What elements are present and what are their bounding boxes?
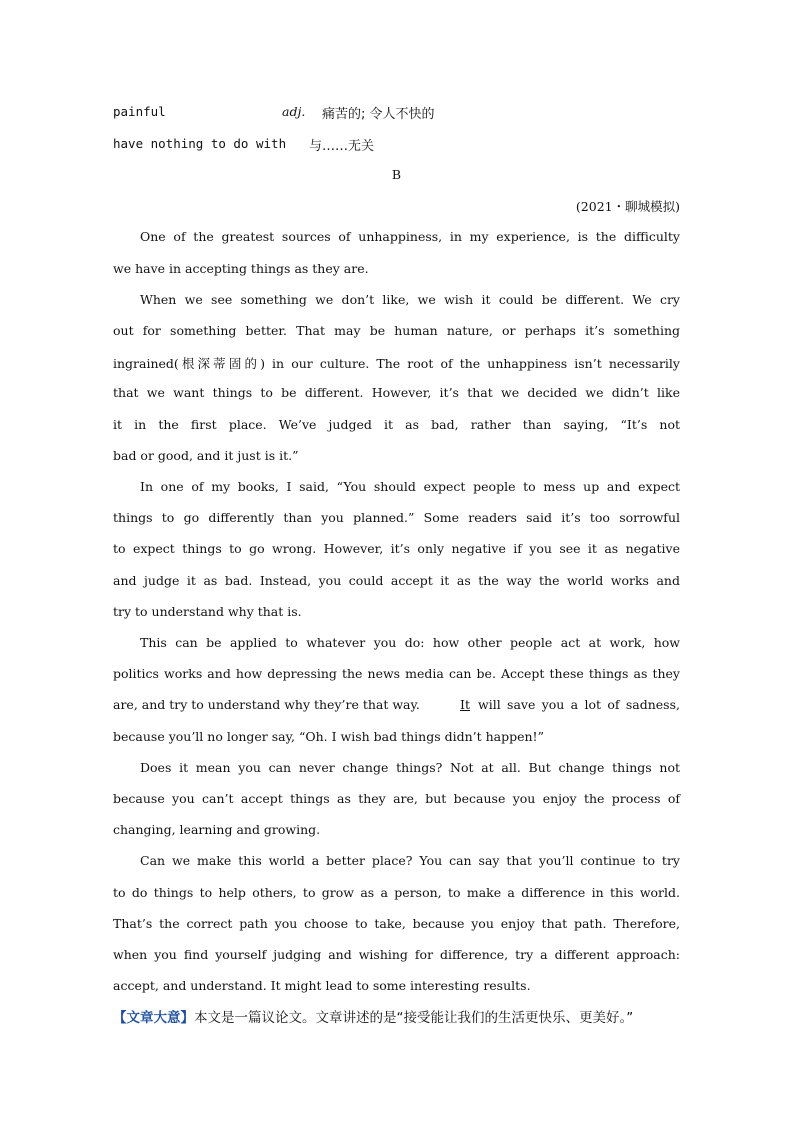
vocab-definition: 痛苦的; 令人不快的: [322, 107, 435, 122]
passage-line: because you can’t accept things as they are, but because you enjoy the process of: [113, 791, 680, 806]
passage-line: we have in accepting things as they are.: [113, 261, 369, 276]
passage-line: bad or good, and it just is it.”: [113, 448, 299, 463]
passage-line: because you’ll no longer say, “Oh. I wish bad things didn’t happen!”: [113, 729, 544, 744]
vocab-part-of-speech: adj.: [282, 104, 306, 119]
article-summary: [113, 1006, 633, 1026]
passage-line: things to go differently than you planned.” Some readers said it’s too sorrowful: [113, 510, 680, 525]
passage-line: In one of my books, I said, “You should expect people to mess up and expect: [140, 479, 680, 494]
passage-line: that we want things to be different. However, it’s that we decided we didn’t like: [113, 385, 680, 400]
summary-tag: 【文章大意】: [113, 1010, 194, 1026]
passage-line: politics works and how depressing the news media can be. Accept these things as they: [113, 666, 680, 681]
passage-line: to do things to help others, to grow as a person, to make a difference in this world.: [113, 885, 680, 900]
passage-line: ingrained(根深蒂固的) in our culture. The root of the unhappiness isn’t necessarily: [113, 356, 680, 371]
summary-text: 本文是一篇议论文。文章讲述的是“接受能让我们的生活更快乐、更美好。”: [194, 1010, 634, 1026]
passage-line: One of the greatest sources of unhappiness, in my experience, is the difficulty: [140, 229, 680, 244]
passage-line: it in the first place. We’ve judged it as bad, rather than saying, “It’s not: [113, 417, 680, 432]
passage-line: Can we make this world a better place? You can say that you’ll continue to try: [140, 853, 680, 868]
passage-line: This can be applied to whatever you do: how other people act at work, how: [140, 635, 680, 650]
vocab-word: painful: [113, 104, 166, 119]
vocab-definition: 与……无关: [309, 139, 375, 154]
source-tag: (2021・聊城模拟): [575, 199, 680, 214]
passage-line: try to understand why that is.: [113, 604, 302, 619]
underlined-word: It: [460, 697, 470, 712]
passage-line: changing, learning and growing.: [113, 822, 321, 837]
passage-line: when you find yourself judging and wishing for difference, try a different approach:: [113, 947, 680, 962]
passage-line: accept, and understand. It might lead to some interesting results.: [113, 978, 531, 993]
passage-line: are, and try to understand why they’re that way.: [113, 697, 420, 712]
passage-line: When we see something we don’t like, we wish it could be different. We cry: [140, 292, 680, 307]
passage-line: out for something better. That may be human nature, or perhaps it’s something: [113, 323, 680, 338]
passage-line: Does it mean you can never change things? Not at all. But change things not: [140, 760, 680, 775]
passage-line: and judge it as bad. Instead, you could accept it as the way the world works and: [113, 573, 680, 588]
passage-label: B: [391, 167, 402, 182]
passage-line: will save you a lot of sadness,: [478, 697, 680, 712]
vocab-word: have nothing to do with: [113, 136, 287, 151]
passage-line: That’s the correct path you choose to take, because you enjoy that path. Therefore,: [113, 916, 680, 931]
passage-line: to expect things to go wrong. However, it’s only negative if you see it as negative: [113, 541, 680, 556]
